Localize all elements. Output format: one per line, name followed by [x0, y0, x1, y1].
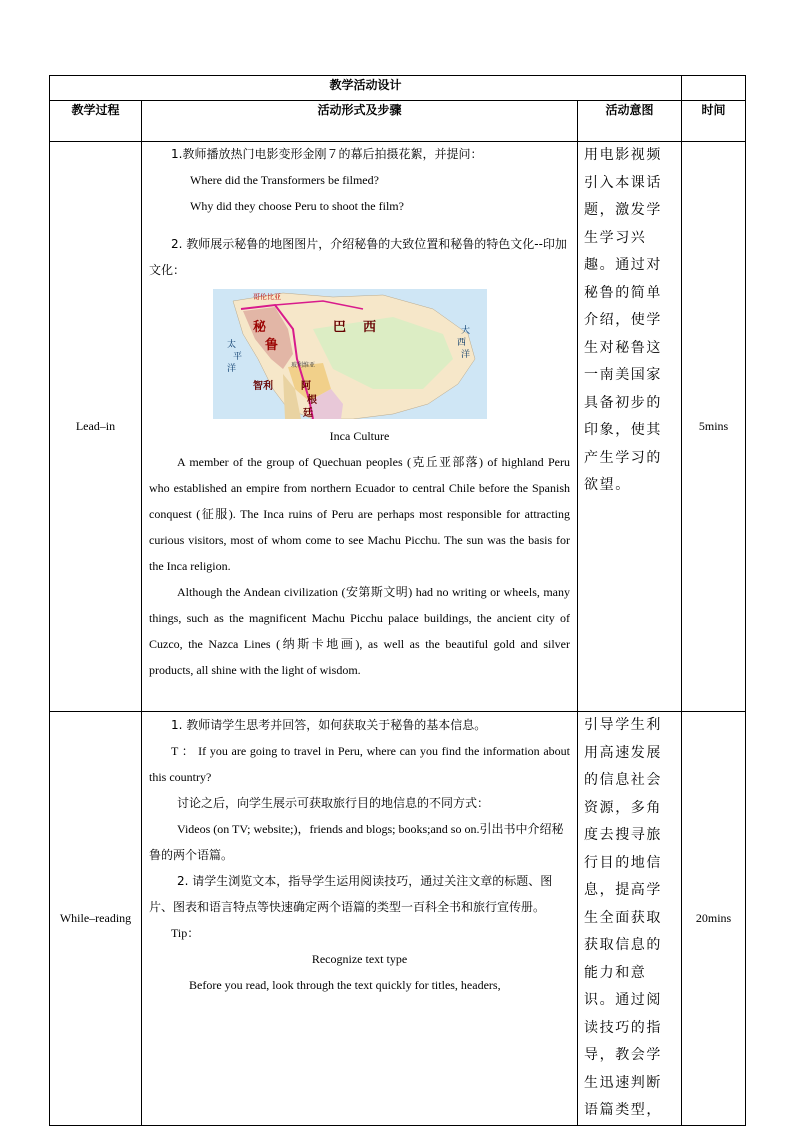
- while-t-line: T ： If you are going to travel in Peru, where can you find the information about this country?: [149, 744, 570, 784]
- stage-while-reading: While–reading: [50, 712, 142, 1126]
- while-tip-text: Before you read, look through the text quickly for titles, headers,: [189, 978, 501, 992]
- inca-paragraph-1: A member of the group of Quechuan peoples (克丘亚部落) of highland Peru who established an empire from northern Ecuador to central Chile before the Spanish conquest (征服). The Inca ruins of Peru are perhaps most responsible for attracting curious visitors, most of whom come to see Machu Picchu. The sun was the basis for the Inca religion.: [149, 455, 570, 573]
- lead-in-step1: 1.教师播放热门电影变形金刚７的幕后拍摄花絮，并提问：: [171, 147, 483, 161]
- lead-in-question1: Where did the Transformers be filmed?: [190, 173, 379, 187]
- lead-in-step2: 2. 教师展示秘鲁的地图图片，介绍秘鲁的大致位置和秘鲁的特色文化--印加文化：: [149, 237, 567, 277]
- map-label-pacific1: 太: [227, 339, 237, 349]
- map-label-brazil2: 西: [363, 319, 377, 334]
- lead-in-question2: Why did they choose Peru to shoot the film?: [190, 199, 404, 213]
- lesson-plan-table: [49, 75, 746, 1126]
- header-intent: 活动意图: [578, 101, 682, 142]
- lead-in-intent: 用电影视频引入本课话题，激发学生学习兴趣。通过对秘鲁的简单介绍，使学生对秘鲁这一南美国家具备初步的印象，使其产生学习的欲望。: [578, 142, 682, 712]
- map-label-brazil1: 巴: [333, 319, 347, 334]
- map-label-argentina1: 阿: [301, 381, 311, 392]
- map-label-atlantic1: 大: [461, 325, 471, 335]
- while-step1: 1. 教师请学生思考并回答，如何获取关于秘鲁的基本信息。: [171, 718, 487, 732]
- map-label-chile: 智利: [253, 381, 273, 392]
- inca-culture-caption: Inca Culture: [329, 429, 390, 443]
- lead-in-steps: [142, 142, 578, 712]
- lead-in-time: 5mins: [682, 142, 746, 712]
- header-process: 教学过程: [50, 101, 142, 142]
- while-tip-title: Recognize text type: [311, 952, 408, 966]
- map-label-peru2: 鲁: [265, 337, 279, 352]
- peru-map-image: [213, 289, 487, 419]
- header-time: 时间: [682, 101, 746, 142]
- while-tip: Tip：: [171, 926, 200, 940]
- table-title: 教学活动设计: [50, 76, 682, 101]
- map-label-argentina2: 根: [307, 395, 317, 406]
- header-steps: 活动形式及步骤: [142, 101, 578, 142]
- while-discuss: 讨论之后，向学生展示可获取旅行目的地信息的不同方式：: [177, 796, 490, 810]
- map-label-atlantic2: 西: [457, 337, 467, 347]
- stage-lead-in: Lead–in: [50, 142, 142, 712]
- while-reading-steps: [142, 712, 578, 1126]
- while-reading-intent: 引导学生利用高速发展的信息社会资源，多角度去搜寻旅行目的地信息，提高学生全面获取获取信息的能力和意识。通过阅读技巧的指导，教会学生迅速判断语篇类型，: [578, 712, 682, 1126]
- while-ways: Videos (on TV; website;)，friends and blogs; books;and so on.引出书中介绍秘鲁的两个语篇。: [149, 822, 564, 862]
- map-label-atlantic3: 洋: [461, 349, 471, 359]
- map-label-colombia: 哥伦比亚: [253, 293, 281, 301]
- while-reading-time: 20mins: [682, 712, 746, 1126]
- while-step2: 2. 请学生浏览文本，指导学生运用阅读技巧，通过关注文章的标题、图片、图表和语言特点等快速确定两个语篇的类型一百科全书和旅行宣传册。: [149, 874, 553, 914]
- title-empty-cell: [682, 76, 746, 101]
- map-label-argentina3: 廷: [303, 408, 313, 419]
- map-label-bolivia: 玻利维亚: [291, 363, 316, 369]
- inca-paragraph-2: Although the Andean civilization (安第斯文明) had no writing or wheels, many things, such as the magnificent Machu Picchu palace buildings, the ancient city of Cuzco, the Nazca Lines (纳斯卡地画), as well as the beautiful gold and silver products, all shine with the light of wisdom.: [149, 585, 570, 677]
- map-label-pacific3: 洋: [227, 363, 237, 373]
- map-label-pacific2: 平: [233, 351, 243, 361]
- map-label-peru1: 秘: [253, 319, 267, 334]
